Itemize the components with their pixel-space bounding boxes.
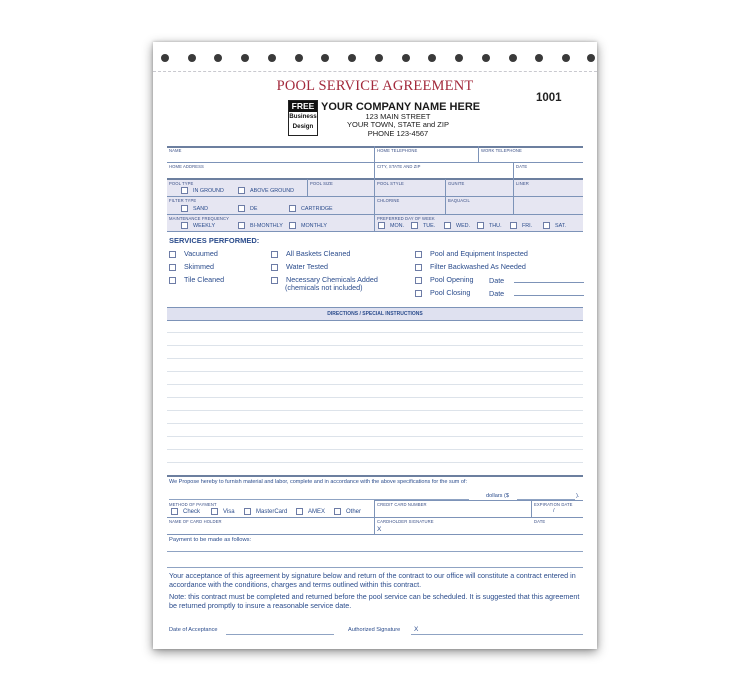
pool-closing-date-line[interactable] (514, 289, 584, 296)
method-of-payment-label: METHOD OF PAYMENT (169, 502, 217, 507)
maintenance-weekly-option[interactable]: WEEKLY (181, 222, 215, 230)
authorized-signature-label: Authorized Signature (348, 627, 401, 633)
checkbox[interactable] (296, 508, 303, 515)
expiration-date-label: EXPIRATION DATE (534, 502, 573, 507)
checkbox[interactable] (271, 251, 278, 258)
checkbox[interactable] (510, 222, 517, 229)
logo-line1: Business (289, 113, 317, 120)
binding-hole (214, 54, 222, 62)
dollars-label: dollars ($ (486, 493, 510, 499)
company-phone: PHONE 123-4567 (367, 128, 429, 138)
home-address-field[interactable] (167, 167, 373, 177)
filter-type-label: FILTER TYPE (169, 198, 197, 203)
ruled-line (167, 345, 583, 346)
binding-hole (375, 54, 383, 62)
credit-card-number-label: CREDIT CARD NUMBER (377, 502, 427, 507)
payment-terms-label: Payment to be made as follows: (169, 537, 252, 543)
checkbox[interactable] (543, 222, 550, 229)
proposal-text: We Propose hereby to furnish material and labor, complete and in accordance with the above specifications for the sum of: (169, 479, 467, 485)
pool-size-field[interactable] (308, 184, 373, 195)
company-name: YOUR COMPANY NAME HERE (321, 101, 481, 113)
checkbox[interactable] (181, 222, 188, 229)
payment-grid-line (167, 517, 583, 518)
service-skimmed[interactable]: Skimmed (169, 263, 214, 271)
ruled-line (167, 332, 583, 333)
date-label: DATE (516, 164, 528, 169)
company-city: YOUR TOWN, STATE and ZIP (347, 120, 449, 130)
service-pool-equipment-inspected[interactable]: Pool and Equipment Inspected (415, 250, 528, 258)
day-sat-option[interactable]: SAT. (543, 222, 566, 230)
pool-style-field[interactable] (375, 184, 444, 195)
card-date-label: DATE (534, 519, 546, 524)
preferred-day-label: PREFERRED DAY OF WEEK (377, 216, 435, 221)
checkbox[interactable] (238, 205, 245, 212)
service-water-tested[interactable]: Water Tested (271, 263, 328, 271)
checkbox[interactable] (181, 187, 188, 194)
ruled-line (167, 358, 583, 359)
chlorine-field[interactable] (375, 201, 444, 212)
binding-hole (587, 54, 595, 62)
pool-service-agreement-form (153, 42, 597, 649)
home-telephone-field[interactable] (375, 151, 477, 161)
payment-grid-line (167, 534, 583, 535)
binding-hole (161, 54, 169, 62)
pool-type-in-ground-option[interactable]: IN GROUND (181, 187, 224, 195)
name-label: NAME (169, 148, 182, 153)
checkbox[interactable] (289, 222, 296, 229)
date-of-acceptance-label: Date of Acceptance (169, 627, 218, 633)
binding-hole (241, 54, 249, 62)
checkbox[interactable] (244, 508, 251, 515)
acceptance-paragraph: Your acceptance of this agreement by signature below and return of the contract to our office will constitute a contract entered in accordance with the conditions, charges and terms outlined within this contract. (169, 571, 576, 589)
directions-heading: DIRECTIONS / SPECIAL INSTRUCTIONS (167, 307, 583, 321)
cardholder-signature-x[interactable]: X (377, 526, 382, 533)
checkbox[interactable] (334, 508, 341, 515)
payment-terms-line[interactable] (167, 551, 583, 552)
grid-divider (531, 500, 532, 517)
service-all-baskets-cleaned[interactable]: All Baskets Cleaned (271, 250, 350, 258)
payment-mastercard-option[interactable]: MasterCard (244, 508, 287, 516)
binding-hole (188, 54, 196, 62)
checkbox[interactable] (444, 222, 451, 229)
perforation-line (153, 71, 597, 72)
card-holder-label: NAME OF CARD HOLDER (169, 519, 222, 524)
payment-check-option[interactable]: Check (171, 508, 200, 516)
proposal-top-line (167, 475, 583, 477)
checkbox[interactable] (411, 222, 418, 229)
checkbox[interactable] (415, 264, 422, 271)
day-thu-option[interactable]: THU. (477, 222, 502, 230)
grid-line (167, 231, 583, 232)
binding-hole (295, 54, 303, 62)
binding-hole (509, 54, 517, 62)
company-address (328, 113, 468, 138)
binding-hole (482, 54, 490, 62)
form-number: 1001 (536, 92, 562, 104)
filter-sand-option[interactable]: SAND (181, 205, 208, 213)
binding-hole (562, 54, 570, 62)
ruled-line (167, 436, 583, 437)
checkbox[interactable] (271, 264, 278, 271)
day-wed-option[interactable]: WED. (444, 222, 470, 230)
grid-line (167, 196, 583, 197)
logo-free: FREE (289, 101, 317, 112)
checkbox[interactable] (415, 290, 422, 297)
payment-grid-line (375, 500, 583, 501)
city-state-zip-label: CITY, STATE AND ZIP (377, 164, 421, 169)
checkbox[interactable] (477, 222, 484, 229)
checkbox[interactable] (169, 264, 176, 271)
baquacil-label: BAQUACIL (448, 198, 470, 203)
service-vacuumed[interactable]: Vacuumed (169, 250, 218, 258)
liner-field[interactable] (514, 184, 583, 195)
form-title: POOL SERVICE AGREEMENT (276, 78, 474, 94)
filter-cartridge-option[interactable]: CARTRIDGE (289, 205, 333, 213)
work-telephone-field[interactable] (479, 151, 583, 161)
ruled-line (167, 384, 583, 385)
authorized-signature-x: X (414, 626, 419, 633)
pool-size-label: POOL SIZE (310, 181, 333, 186)
service-filter-backwashed[interactable]: Filter Backwashed As Needed (415, 263, 526, 271)
checkbox[interactable] (378, 222, 385, 229)
services-performed-heading: SERVICES PERFORMED: (169, 236, 260, 245)
maintenance-monthly-option[interactable]: MONTHLY (289, 222, 327, 230)
ruled-line (167, 397, 583, 398)
baquacil-field[interactable] (446, 201, 512, 212)
ruled-line (167, 449, 583, 450)
company-street: 123 MAIN STREET (365, 112, 431, 121)
gunite-field[interactable] (446, 184, 512, 195)
credit-card-number-field[interactable] (375, 505, 530, 516)
day-mon-option[interactable]: MON. (378, 222, 404, 230)
checkbox[interactable] (169, 277, 176, 284)
checkbox[interactable] (289, 205, 296, 212)
checkbox[interactable] (238, 187, 245, 194)
payment-terms-line[interactable] (167, 567, 583, 568)
binding-hole (321, 54, 329, 62)
checkbox[interactable] (238, 222, 245, 229)
pool-type-label: POOL TYPE (169, 181, 194, 186)
payment-other-option[interactable]: Other (334, 508, 361, 516)
home-address-label: HOME ADDRESS (169, 164, 204, 169)
pool-type-above-ground-option[interactable]: ABOVE GROUND (238, 187, 294, 195)
checkbox[interactable] (415, 251, 422, 258)
free-business-design-logo (288, 100, 318, 136)
cardholder-signature-label: CARDHOLDER SIGNATURE (377, 519, 434, 524)
home-telephone-label: HOME TELEPHONE (377, 148, 418, 153)
card-holder-field[interactable] (167, 522, 373, 533)
grid-line (167, 214, 583, 215)
binding-hole (348, 54, 356, 62)
work-telephone-label: WORK TELEPHONE (481, 148, 522, 153)
name-field[interactable] (167, 151, 373, 161)
checkbox[interactable] (211, 508, 218, 515)
chemicals-note: (chemicals not included) (285, 283, 363, 292)
acceptance-note: Note: this contract must be completed and returned before the pool service can be scheduled. It is suggested that this agreement be returned promptly to insure a reasonable service date. (169, 592, 580, 610)
ruled-line (167, 462, 583, 463)
filter-de-option[interactable]: DE (238, 205, 258, 213)
checkbox[interactable] (169, 251, 176, 258)
date-of-acceptance-line[interactable] (226, 634, 334, 635)
authorized-signature-line[interactable] (411, 634, 583, 635)
grid-line (167, 178, 583, 180)
binding-hole (535, 54, 543, 62)
binding-hole (402, 54, 410, 62)
checkbox[interactable] (271, 277, 278, 284)
liner-label: LINER (516, 181, 529, 186)
city-state-zip-field[interactable] (375, 167, 512, 177)
service-pool-closing[interactable]: Pool Closing (415, 289, 470, 297)
checkbox[interactable] (415, 277, 422, 284)
binding-hole (455, 54, 463, 62)
service-chemicals-added[interactable]: Necessary Chemicals Added (271, 276, 378, 284)
pool-closing-date[interactable]: Date (489, 289, 584, 298)
logo-line2: Design (292, 122, 314, 130)
close-paren: ). (576, 493, 580, 499)
day-fri-option[interactable]: FRI. (510, 222, 532, 230)
grid-line (167, 162, 583, 163)
maintenance-frequency-label: MAINTENANCE FREQUENCY (169, 216, 230, 221)
checkbox[interactable] (171, 508, 178, 515)
ruled-line (167, 371, 583, 372)
ruled-line (167, 423, 583, 424)
pool-opening-date[interactable]: Date (489, 276, 584, 285)
service-pool-opening[interactable]: Pool Opening (415, 276, 474, 284)
pool-style-label: POOL STYLE (377, 181, 404, 186)
payment-visa-option[interactable]: Visa (211, 508, 235, 516)
gunite-label: GUNITE (448, 181, 465, 186)
checkbox[interactable] (181, 205, 188, 212)
expiration-date-slash[interactable]: / (553, 508, 555, 514)
day-tue-option[interactable]: TUE. (411, 222, 435, 230)
pool-opening-date-line[interactable] (514, 276, 584, 283)
maintenance-bimonthly-option[interactable]: BI-MONTHLY (238, 222, 283, 230)
ruled-line (167, 410, 583, 411)
binding-hole (268, 54, 276, 62)
payment-amex-option[interactable]: AMEX (296, 508, 325, 516)
chlorine-label: CHLORINE (377, 198, 400, 203)
date-field[interactable] (514, 167, 583, 177)
binding-hole (428, 54, 436, 62)
service-tile-cleaned[interactable]: Tile Cleaned (169, 276, 224, 284)
